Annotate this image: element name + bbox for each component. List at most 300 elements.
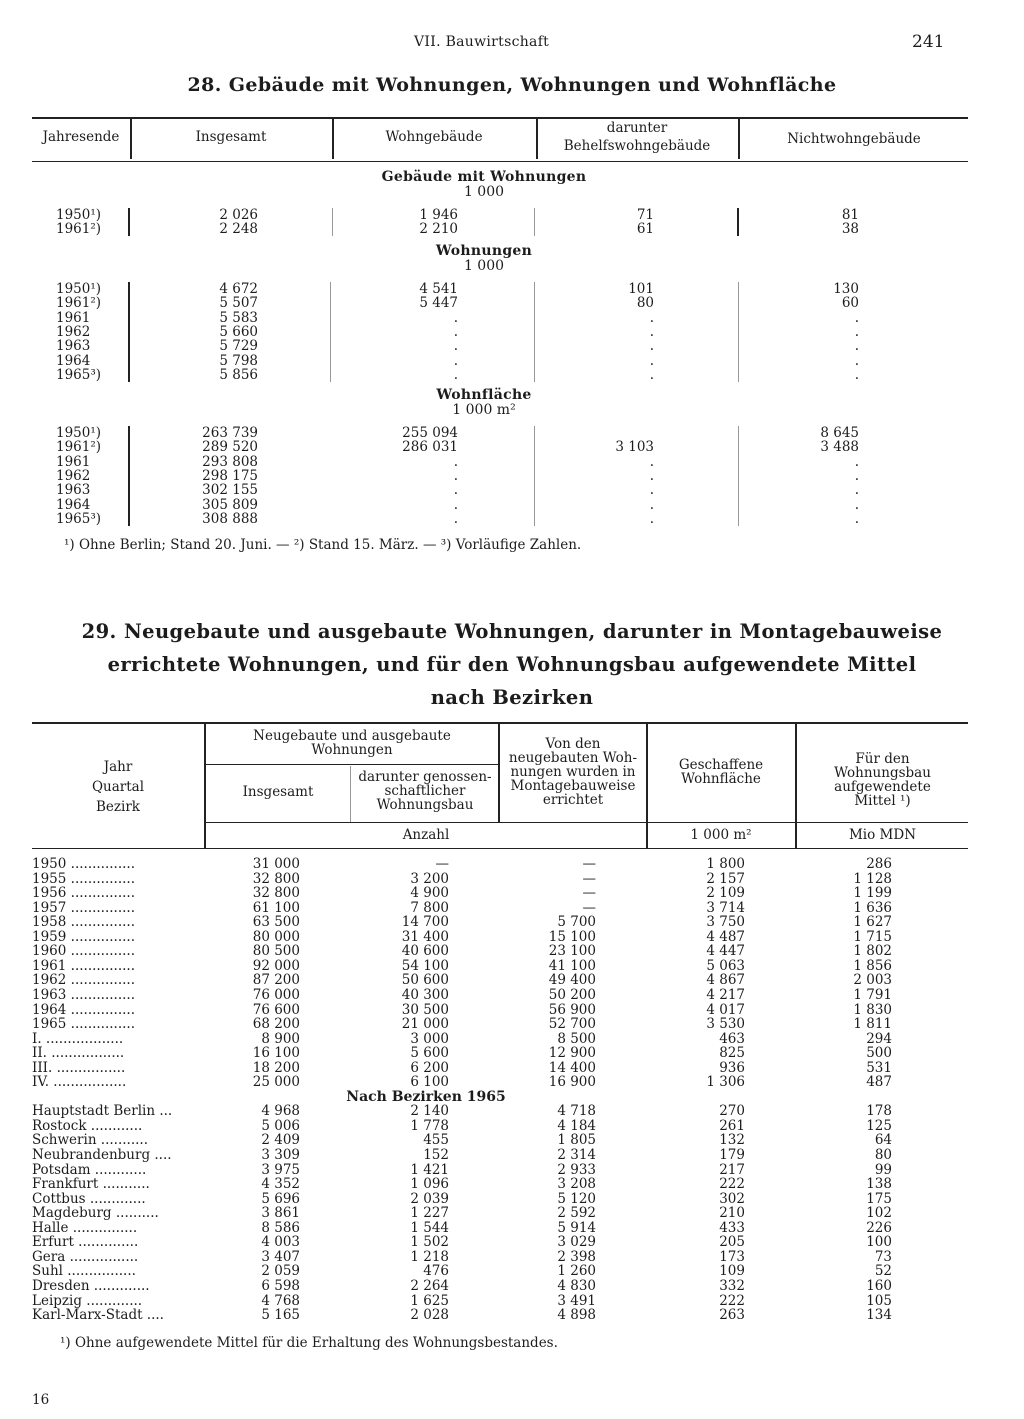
total-cell: 5 798 xyxy=(219,352,258,369)
funds-cell: 178 xyxy=(866,1103,892,1120)
prefab-cell: 1 805 xyxy=(557,1132,596,1149)
col-header-line: Montagebauweise xyxy=(510,778,636,794)
table-row xyxy=(0,1235,1024,1250)
nonresidential-cell: . xyxy=(854,510,859,527)
total-cell: 8 900 xyxy=(261,1030,300,1047)
col-header-line: errichtet xyxy=(542,792,604,808)
year-cell: 1950¹) xyxy=(56,425,102,441)
cooperative-cell: 1 778 xyxy=(410,1117,449,1134)
funds-cell: 80 xyxy=(874,1147,892,1163)
total-cell: 298 175 xyxy=(202,467,258,484)
total-cell: 61 100 xyxy=(252,899,300,916)
residential-cell: . xyxy=(453,323,458,340)
residential-cell: . xyxy=(453,482,458,499)
label-cell: Frankfurt ........... xyxy=(32,1177,150,1192)
area-cell: 2 157 xyxy=(706,870,745,887)
cooperative-cell: — xyxy=(435,856,449,872)
prefab-cell: 2 592 xyxy=(557,1205,596,1222)
total-cell: 302 155 xyxy=(202,482,258,499)
funds-cell: 1 636 xyxy=(853,899,892,916)
cooperative-cell: 476 xyxy=(423,1263,449,1280)
total-cell: 5 856 xyxy=(219,366,258,383)
section-heading xyxy=(336,388,632,418)
label-cell: Magdeburg .......... xyxy=(32,1206,159,1221)
group-header-line: Wohnungen xyxy=(311,742,393,758)
cooperative-cell: 152 xyxy=(423,1147,449,1163)
residential-cell: 1 946 xyxy=(419,207,458,223)
funds-cell: 160 xyxy=(866,1277,892,1294)
residential-cell: . xyxy=(453,352,458,369)
residential-cell: . xyxy=(453,496,458,513)
residential-cell: . xyxy=(453,309,458,326)
section-title: Gebäude mit Wohnungen xyxy=(381,169,587,185)
label-cell: I. .................. xyxy=(32,1031,124,1047)
prefab-cell: 50 200 xyxy=(548,986,596,1003)
year-cell: 1963 xyxy=(56,338,91,355)
table-row xyxy=(0,282,1024,296)
running-head: VII. Bauwirtschaft xyxy=(414,34,550,50)
label-cell: IV. ................. xyxy=(32,1075,127,1090)
total-cell: 4 352 xyxy=(261,1176,300,1193)
col-header-line: neugebauten Woh- xyxy=(508,750,638,766)
prefab-cell: — xyxy=(582,856,596,872)
cooperative-cell: 21 000 xyxy=(401,1016,449,1033)
residential-cell: 255 094 xyxy=(402,425,458,441)
total-cell: 76 600 xyxy=(252,1001,300,1018)
table-row xyxy=(0,886,1024,901)
label-cell: 1958 ............... xyxy=(32,915,136,930)
table-row xyxy=(0,973,1024,988)
prefab-cell: 4 184 xyxy=(557,1117,596,1134)
funds-cell: 1 802 xyxy=(853,943,892,960)
label-cell: Schwerin ........... xyxy=(32,1133,149,1149)
residential-cell: 2 210 xyxy=(419,221,458,238)
table-row xyxy=(0,1177,1024,1192)
label-cell: 1950 ............... xyxy=(32,857,136,872)
table-row xyxy=(0,1017,1024,1032)
total-cell: 2 248 xyxy=(219,221,258,238)
total-cell: 5 729 xyxy=(219,338,258,355)
cooperative-cell: 2 264 xyxy=(410,1277,449,1294)
emergency-cell: . xyxy=(649,352,654,369)
total-cell: 293 808 xyxy=(202,453,258,470)
prefab-cell: — xyxy=(582,885,596,902)
cooperative-cell: 6 200 xyxy=(410,1059,449,1076)
nonresidential-cell: . xyxy=(854,323,859,340)
table-row xyxy=(0,325,1024,339)
label-cell: 1956 ............... xyxy=(32,886,136,901)
area-cell: 3 750 xyxy=(706,914,745,931)
label-cell: 1964 ............... xyxy=(32,1002,136,1018)
area-cell: 433 xyxy=(719,1219,745,1236)
prefab-cell: 4 718 xyxy=(557,1103,596,1120)
cooperative-cell: 4 900 xyxy=(410,885,449,902)
cooperative-cell: 14 700 xyxy=(401,914,449,931)
prefab-cell: 2 314 xyxy=(557,1147,596,1163)
total-cell: 305 809 xyxy=(202,496,258,513)
prefab-cell: 3 208 xyxy=(557,1176,596,1193)
nonresidential-cell: . xyxy=(854,453,859,470)
col-header-total: Insgesamt xyxy=(242,784,314,800)
emergency-cell: 101 xyxy=(628,281,654,297)
total-cell: 4 768 xyxy=(261,1292,300,1309)
total-cell: 5 006 xyxy=(261,1117,300,1134)
emergency-cell: . xyxy=(649,338,654,355)
total-cell: 3 407 xyxy=(261,1248,300,1265)
funds-cell: 102 xyxy=(866,1205,892,1222)
nonresidential-cell: . xyxy=(854,309,859,326)
area-cell: 261 xyxy=(719,1117,745,1134)
total-cell: 16 100 xyxy=(252,1045,300,1062)
total-cell: 5 583 xyxy=(219,309,258,326)
funds-cell: 1 128 xyxy=(853,870,892,887)
section-title: Wohnungen xyxy=(435,243,533,259)
col-header-line: Geschaffene xyxy=(678,757,764,773)
col-header-prefab xyxy=(500,737,646,807)
col-header-line: darunter genossen- xyxy=(358,769,492,785)
table-row xyxy=(0,1250,1024,1265)
funds-cell: 64 xyxy=(874,1132,892,1149)
funds-cell: 52 xyxy=(874,1263,892,1280)
total-cell: 18 200 xyxy=(252,1059,300,1076)
prefab-cell: — xyxy=(582,899,596,916)
table-row xyxy=(0,311,1024,325)
table-row xyxy=(0,988,1024,1003)
label-cell: III. ................ xyxy=(32,1060,126,1076)
area-cell: 4 487 xyxy=(706,928,745,945)
prefab-cell: 15 100 xyxy=(548,928,596,945)
funds-cell: 500 xyxy=(866,1045,892,1062)
area-cell: 210 xyxy=(719,1205,745,1222)
area-cell: 132 xyxy=(719,1132,745,1149)
area-cell: 270 xyxy=(719,1103,745,1120)
label-cell: 1963 ............... xyxy=(32,987,136,1003)
funds-cell: 1 791 xyxy=(853,986,892,1003)
total-cell: 6 598 xyxy=(261,1277,300,1294)
area-cell: 4 447 xyxy=(706,943,745,960)
section-heading xyxy=(336,170,632,200)
label-cell: Leipzig ............. xyxy=(32,1293,143,1309)
emergency-cell: . xyxy=(649,496,654,513)
funds-cell: 134 xyxy=(866,1307,892,1324)
total-cell: 289 520 xyxy=(202,439,258,456)
funds-cell: 1 856 xyxy=(853,957,892,974)
cooperative-cell: 50 600 xyxy=(401,972,449,989)
cooperative-cell: 30 500 xyxy=(401,1001,449,1018)
table-row xyxy=(0,455,1024,469)
prefab-cell: 2 933 xyxy=(557,1161,596,1178)
label-cell: Karl-Marx-Stadt .... xyxy=(32,1308,164,1323)
nonresidential-cell: 81 xyxy=(841,207,859,223)
emergency-cell: . xyxy=(649,467,654,484)
funds-cell: 100 xyxy=(866,1234,892,1251)
table-row xyxy=(0,1046,1024,1061)
table-row xyxy=(0,1075,1024,1090)
year-cell: 1961²) xyxy=(56,221,102,238)
area-cell: 1 800 xyxy=(706,856,745,872)
area-cell: 3 714 xyxy=(706,899,745,916)
funds-cell: 125 xyxy=(866,1117,892,1134)
residential-cell: . xyxy=(453,453,458,470)
prefab-cell: 5 700 xyxy=(557,914,596,931)
total-cell: 263 739 xyxy=(202,425,258,441)
funds-cell: 73 xyxy=(874,1248,892,1265)
label-cell: Halle ............... xyxy=(32,1220,138,1236)
table-29-header-rule xyxy=(32,848,968,849)
area-cell: 4 217 xyxy=(706,986,745,1003)
emergency-cell: . xyxy=(649,366,654,383)
emergency-cell: 3 103 xyxy=(615,439,654,456)
bezirke-heading: Nach Bezirken 1965 xyxy=(346,1088,506,1105)
area-cell: 825 xyxy=(719,1045,745,1062)
prefab-cell: 2 398 xyxy=(557,1248,596,1265)
year-cell: 1964 xyxy=(56,496,91,513)
table-row xyxy=(0,1133,1024,1148)
table-row xyxy=(0,1264,1024,1279)
table-row xyxy=(0,208,1024,222)
cooperative-cell: 2 028 xyxy=(410,1307,449,1324)
area-cell: 936 xyxy=(719,1059,745,1076)
residential-cell: . xyxy=(453,366,458,383)
table-row xyxy=(0,498,1024,512)
table-row xyxy=(0,915,1024,930)
funds-cell: 1 715 xyxy=(853,928,892,945)
cooperative-cell: 1 502 xyxy=(410,1234,449,1251)
stub-header-line: Quartal xyxy=(91,779,145,795)
table-row xyxy=(0,1221,1024,1236)
group-header-new-dwellings xyxy=(206,729,498,757)
cooperative-cell: 5 600 xyxy=(410,1045,449,1062)
total-cell: 4 672 xyxy=(219,281,258,297)
total-cell: 87 200 xyxy=(252,972,300,989)
col-header-residential: Wohngebäude xyxy=(385,129,483,145)
section-heading xyxy=(336,244,632,274)
total-cell: 25 000 xyxy=(252,1074,300,1091)
cooperative-cell: 2 039 xyxy=(410,1190,449,1207)
table-row xyxy=(0,1148,1024,1163)
table-row xyxy=(0,1279,1024,1294)
funds-cell: 1 199 xyxy=(853,885,892,902)
cooperative-cell: 1 227 xyxy=(410,1205,449,1222)
prefab-cell: 5 120 xyxy=(557,1190,596,1207)
cooperative-cell: 7 800 xyxy=(410,899,449,916)
nonresidential-cell: . xyxy=(854,467,859,484)
col-header-emergency-line: Behelfswohngebäude xyxy=(563,138,711,154)
funds-cell: 105 xyxy=(866,1292,892,1309)
total-cell: 2 026 xyxy=(219,207,258,223)
prefab-cell: 5 914 xyxy=(557,1219,596,1236)
total-cell: 2 059 xyxy=(261,1263,300,1280)
area-cell: 2 109 xyxy=(706,885,745,902)
cooperative-cell: 3 000 xyxy=(410,1030,449,1047)
table-row xyxy=(0,1163,1024,1178)
table-row xyxy=(0,440,1024,454)
table-row xyxy=(0,512,1024,526)
year-cell: 1961 xyxy=(56,453,91,470)
total-cell: 5 696 xyxy=(261,1190,300,1207)
prefab-cell: 4 830 xyxy=(557,1277,596,1294)
total-cell: 32 800 xyxy=(252,870,300,887)
col-header-living-area xyxy=(648,758,794,786)
table-28-header-rule xyxy=(32,161,968,162)
section-unit: 1 000 xyxy=(463,258,505,274)
table-29-top-rule xyxy=(32,722,968,724)
year-cell: 1965³) xyxy=(56,510,102,527)
area-cell: 109 xyxy=(719,1263,745,1280)
prefab-cell: 16 900 xyxy=(548,1074,596,1091)
prefab-cell: 56 900 xyxy=(548,1001,596,1018)
table-28-footnote: ¹) Ohne Berlin; Stand 20. Juni. — ²) Stand 15. März. — ³) Vorläufige Zahlen. xyxy=(64,537,582,553)
cooperative-cell: 1 218 xyxy=(410,1248,449,1265)
label-cell: 1957 ............... xyxy=(32,900,136,916)
residential-cell: . xyxy=(453,338,458,355)
label-cell: 1959 ............... xyxy=(32,929,136,945)
col-header-line: Von den xyxy=(545,736,601,752)
area-cell: 173 xyxy=(719,1248,745,1265)
prefab-cell: 41 100 xyxy=(548,957,596,974)
total-cell: 3 861 xyxy=(261,1205,300,1222)
prefab-cell: 14 400 xyxy=(548,1059,596,1076)
prefab-cell: 4 898 xyxy=(557,1307,596,1324)
table-29-title-line: 29. Neugebaute und ausgebaute Wohnungen, darunter in Montagebauweise xyxy=(81,620,943,643)
unit-funds: Mio MDN xyxy=(848,827,917,843)
cooperative-cell: 2 140 xyxy=(410,1103,449,1120)
area-cell: 179 xyxy=(719,1147,745,1163)
label-cell: II. ................. xyxy=(32,1046,125,1061)
cooperative-cell: 1 625 xyxy=(410,1292,449,1309)
col-header-line: Wohnfläche xyxy=(681,771,761,787)
col-header-emergency xyxy=(538,119,736,155)
prefab-cell: 1 260 xyxy=(557,1263,596,1280)
year-cell: 1962 xyxy=(56,467,91,484)
unit-area: 1 000 m² xyxy=(690,827,752,843)
col-header-emergency-line: darunter xyxy=(606,120,668,136)
total-cell: 8 586 xyxy=(261,1219,300,1236)
emergency-cell: 71 xyxy=(636,207,654,223)
label-cell: Potsdam ............ xyxy=(32,1162,147,1178)
label-cell: Hauptstadt Berlin ... xyxy=(32,1104,173,1119)
cooperative-cell: 31 400 xyxy=(401,928,449,945)
year-cell: 1961²) xyxy=(56,439,102,456)
col-header-year: Jahresende xyxy=(42,129,120,145)
prefab-cell: 8 500 xyxy=(557,1030,596,1047)
unit-count: Anzahl xyxy=(402,827,450,843)
col-header-line: Mittel ¹) xyxy=(854,793,911,809)
total-cell: 3 309 xyxy=(261,1147,300,1163)
nonresidential-cell: . xyxy=(854,352,859,369)
prefab-cell: 3 491 xyxy=(557,1292,596,1309)
area-cell: 463 xyxy=(719,1030,745,1047)
table-row xyxy=(0,339,1024,353)
residential-cell: 286 031 xyxy=(402,439,458,456)
stub-header-line: Bezirk xyxy=(96,799,140,815)
prefab-cell: 23 100 xyxy=(548,943,596,960)
total-cell: 92 000 xyxy=(252,957,300,974)
emergency-cell: . xyxy=(649,323,654,340)
label-cell: Cottbus ............. xyxy=(32,1191,146,1207)
table-row xyxy=(0,857,1024,872)
stub-header xyxy=(34,757,202,817)
table-row xyxy=(0,930,1024,945)
residential-cell: 5 447 xyxy=(419,295,458,312)
year-cell: 1962 xyxy=(56,323,91,340)
year-cell: 1961 xyxy=(56,309,91,326)
total-cell: 68 200 xyxy=(252,1016,300,1033)
nonresidential-cell: . xyxy=(854,482,859,499)
label-cell: Rostock ............ xyxy=(32,1118,143,1134)
funds-cell: 2 003 xyxy=(853,972,892,989)
label-cell: 1965 ............... xyxy=(32,1017,136,1032)
table-row xyxy=(0,1192,1024,1207)
area-cell: 4 867 xyxy=(706,972,745,989)
total-cell: 5 507 xyxy=(219,295,258,312)
area-cell: 4 017 xyxy=(706,1001,745,1018)
col-header-cooperative xyxy=(352,770,498,812)
emergency-cell: 80 xyxy=(636,295,654,312)
stub-header-line: Jahr xyxy=(103,759,133,775)
label-cell: 1962 ............... xyxy=(32,973,136,988)
label-cell: Dresden ............. xyxy=(32,1278,150,1294)
residential-cell: 4 541 xyxy=(419,281,458,297)
emergency-cell: . xyxy=(649,510,654,527)
footer-number: 16 xyxy=(32,1392,50,1408)
col-header-nonresidential: Nichtwohngebäude xyxy=(787,131,921,147)
residential-cell: . xyxy=(453,510,458,527)
prefab-cell: — xyxy=(582,870,596,887)
emergency-cell: 61 xyxy=(636,221,654,238)
group-header-line: Neugebaute und ausgebaute xyxy=(253,728,451,744)
area-cell: 5 063 xyxy=(706,957,745,974)
table-29-unit-rule xyxy=(206,822,968,823)
table-row xyxy=(0,1294,1024,1309)
col-header-line: aufgewendete xyxy=(834,779,931,795)
table-row xyxy=(0,959,1024,974)
table-row xyxy=(0,1206,1024,1221)
section-title: Wohnfläche xyxy=(436,387,532,403)
label-cell: 1960 ............... xyxy=(32,944,136,959)
table-row xyxy=(0,1061,1024,1076)
table-row xyxy=(0,1104,1024,1119)
total-cell: 3 975 xyxy=(261,1161,300,1178)
area-cell: 332 xyxy=(719,1277,745,1294)
cooperative-cell: 6 100 xyxy=(410,1074,449,1091)
table-28-top-rule xyxy=(32,117,968,119)
area-cell: 217 xyxy=(719,1161,745,1178)
cooperative-cell: 3 200 xyxy=(410,870,449,887)
cooperative-cell: 54 100 xyxy=(401,957,449,974)
table-row xyxy=(0,469,1024,483)
table-row xyxy=(0,1003,1024,1018)
col-header-line: Wohnungsbau xyxy=(376,797,474,813)
col-header-funds xyxy=(797,752,968,808)
table-29-group-rule xyxy=(206,764,498,765)
col-header-line: Für den xyxy=(855,751,910,767)
nonresidential-cell: 60 xyxy=(841,295,859,312)
col-header-total: Insgesamt xyxy=(195,129,267,145)
nonresidential-cell: 130 xyxy=(833,281,859,297)
funds-cell: 1 830 xyxy=(853,1001,892,1018)
label-cell: Erfurt .............. xyxy=(32,1235,139,1250)
total-cell: 308 888 xyxy=(202,510,258,527)
year-cell: 1950¹) xyxy=(56,281,102,297)
total-cell: 63 500 xyxy=(252,914,300,931)
total-cell: 80 500 xyxy=(252,943,300,960)
prefab-cell: 49 400 xyxy=(548,972,596,989)
cooperative-cell: 40 300 xyxy=(401,986,449,1003)
area-cell: 1 306 xyxy=(706,1074,745,1091)
table-row xyxy=(0,368,1024,382)
label-cell: Suhl ................ xyxy=(32,1264,136,1279)
